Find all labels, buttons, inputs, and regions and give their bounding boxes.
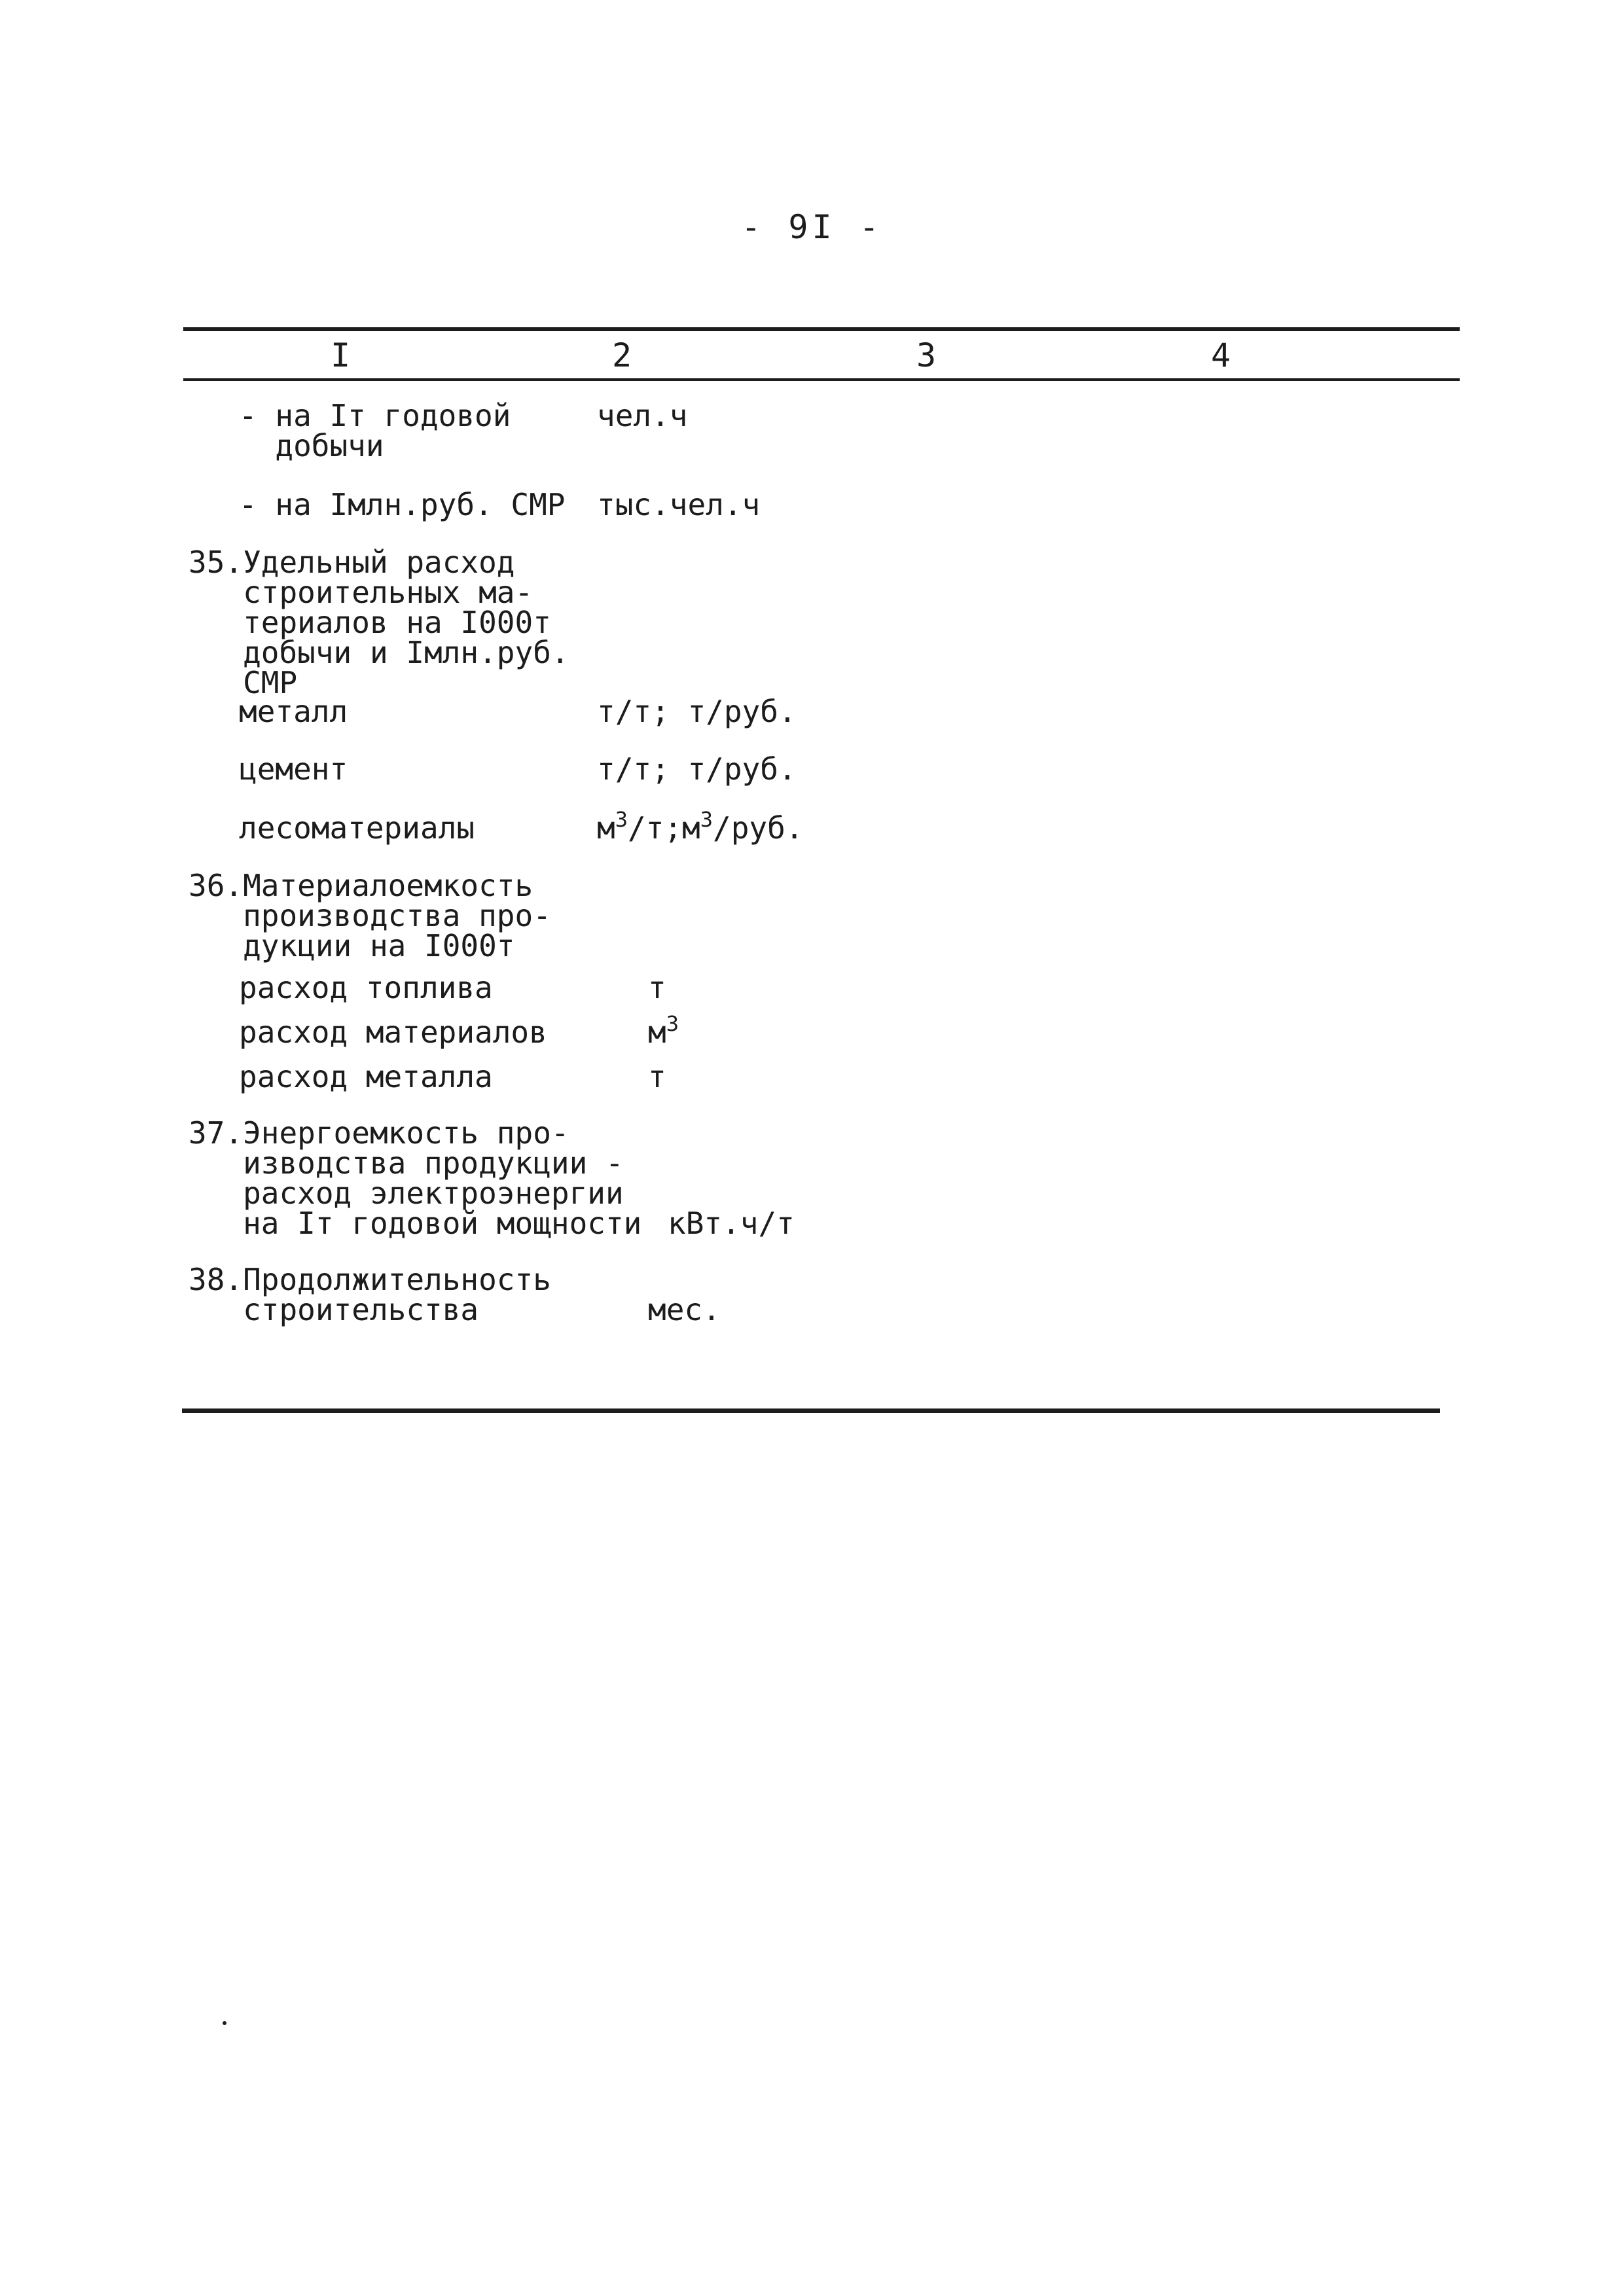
row-unit-metal: т/т; т/руб.: [597, 694, 797, 729]
row-label-cement: цемент: [239, 751, 348, 787]
row-unit-materials: $м^3$: [648, 1011, 679, 1050]
stray-dot: [223, 2021, 226, 2025]
row-unit-timber: $м^3/т;м^3$/руб.: [597, 807, 804, 846]
row-label-item-35: 35.Удельный расход строительных ма- териалов на I000т добычи и Iмлн.руб. СМР: [189, 545, 569, 700]
table-header-rule: [183, 378, 1460, 381]
row-label-per-ton-output: - на Iт годовой добычи: [239, 398, 511, 463]
column-header-3: 3: [916, 336, 937, 374]
page-number: - 9I -: [741, 208, 883, 246]
row-label-per-million-rub: - на Iмлн.руб. СМР: [239, 487, 566, 522]
row-label-item-36: 36.Материалоемкость производства про- дукции на I000т: [189, 868, 551, 963]
row-label-materials: расход материалов: [239, 1014, 547, 1050]
column-header-1: I: [331, 336, 351, 374]
row-unit-metal-consumption: т: [648, 1059, 666, 1094]
row-unit-item-38: мес.: [648, 1292, 721, 1327]
row-unit-fuel: т: [648, 970, 666, 1005]
table-bottom-rule: [182, 1408, 1440, 1413]
row-unit-per-million-rub: тыс.чел.ч: [597, 487, 761, 522]
table-top-rule: [183, 327, 1460, 331]
column-header-4: 4: [1211, 336, 1231, 374]
row-label-timber: лесоматериалы: [239, 810, 475, 846]
row-label-metal-consumption: расход металла: [239, 1059, 493, 1094]
row-unit-cement: т/т; т/руб.: [597, 751, 797, 787]
row-label-metal: металл: [239, 694, 348, 729]
row-unit-per-ton-output: чел.ч: [597, 398, 688, 433]
row-label-fuel: расход топлива: [239, 970, 493, 1005]
row-unit-item-37: кВт.ч/т: [668, 1206, 795, 1241]
column-header-2: 2: [612, 336, 632, 374]
row-label-item-38: 38.Продолжительность строительства: [189, 1262, 551, 1327]
row-label-item-37: 37.Энергоемкость про- изводства продукции - расход электроэнергии на Iт годовой мощности: [189, 1115, 642, 1241]
